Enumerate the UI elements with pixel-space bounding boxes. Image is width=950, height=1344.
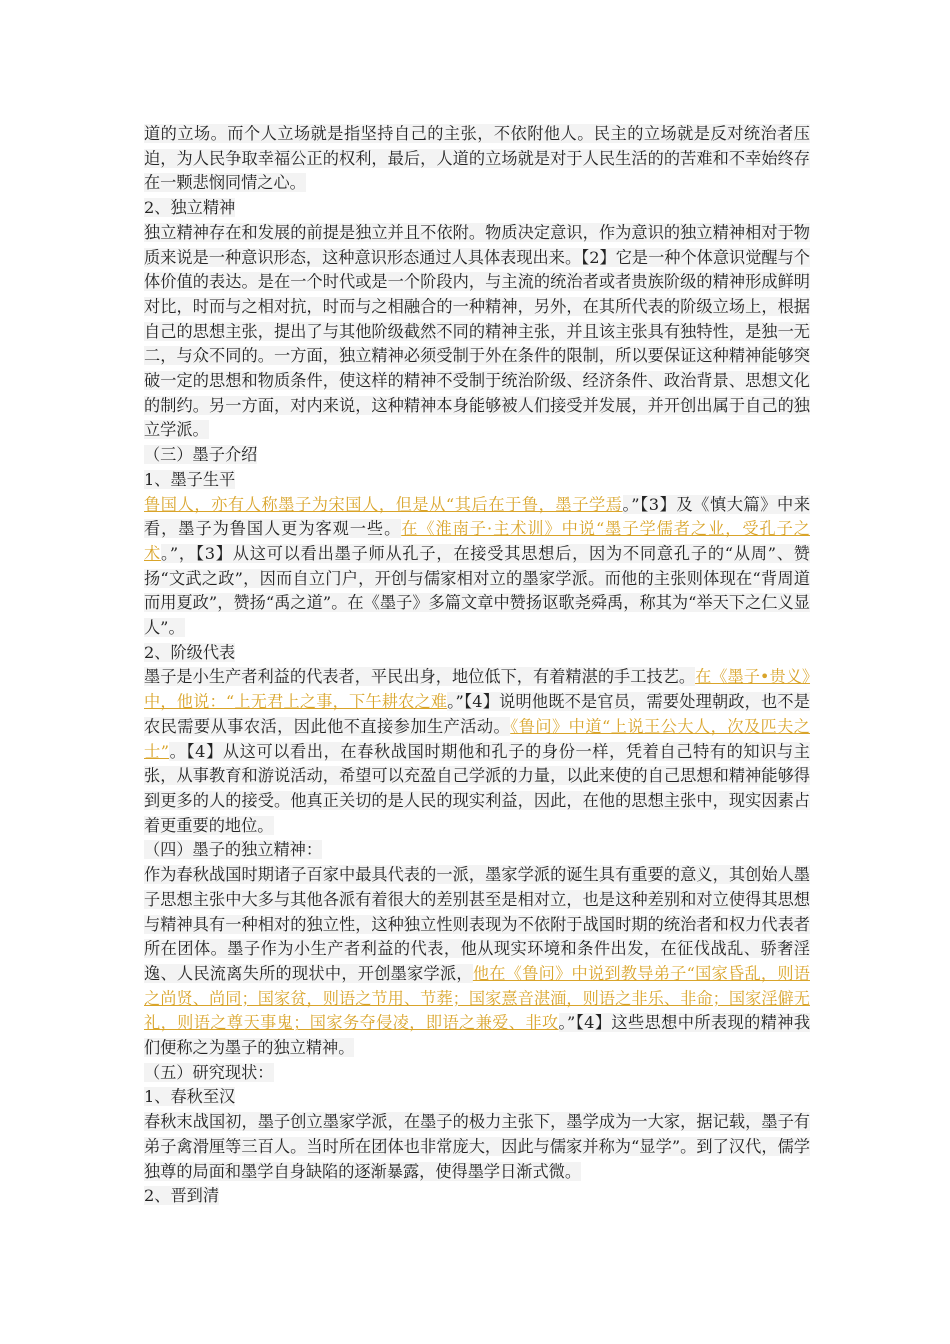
citation-link[interactable]: 他在《鲁问》中说到教导弟子“国家昏乱，则语之尚贤、尚同；国家贫，则语之节用、节葬；国家憙音湛湎，则语之非乐、非命；国家淫僻无礼，则语之尊天事鬼；国家务夺侵凌，即语之兼爱、非攻 [144,963,810,1033]
section-heading-mozi-intro: （三）墨子介绍 [144,445,258,465]
paragraph-spring-autumn-to-han: 春秋末战国初，墨子创立墨家学派，在墨子的极力主张下，墨学成为一大家，据记载，墨子有弟子禽滑厘等三百人。当时所在团体也非常庞大，因此与儒家并称为“显学”。到了汉代，儒学独尊的局面和墨学自身缺陷的逐渐暴露，使得墨学日渐式微。 [144,1112,810,1181]
section-heading-mozi-spirit: （四）墨子的独立精神： [144,840,323,860]
heading-spring-autumn-to-han: 1、春秋至汉 [144,1087,236,1107]
citation-link[interactable]: 在《淮南子·主术训》中说“墨子学儒者之业，受孔子之术 [144,519,810,563]
document-body [144,122,810,1209]
citation-link[interactable]: 在《墨子•贵义》中，他说：“上无君上之事，下午耕农之难 [144,667,811,712]
heading-independent-spirit: 2、独立精神 [144,198,236,218]
paragraph-mozi-life: 鲁国人，亦有人称墨子为宋国人，但是从“其后在于鲁，墨子学焉。”【3】及《慎大篇》中来看，墨子为鲁国人更为客观一些。在《淮南子·主术训》中说“墨子学儒者之业，受孔子之术。”，【3】从这可以看出墨子师从孔子，在接受其思想后，因为不同意孔子的“从周”、赞扬“文武之政”，因而自立门户，开创与儒家相对立的墨家学派。而他的主张则体现在“背周道而用夏政”，赞扬“禹之道”。在《墨子》多篇文章中赞扬讴歌尧舜禹，称其为“举天下之仁义显人”。 [144,494,811,638]
heading-class-representative: 2、阶级代表 [144,642,236,662]
citation-link[interactable]: 鲁国人，亦有人称墨子为宋国人，但是从“其后在于鲁，墨子学焉 [144,494,623,514]
paragraph-independent-spirit: 独立精神存在和发展的前提是独立并且不依附。物质决定意识，作为意识的独立精神相对于物质来说是一种意识形态，这种意识形态通过人具体表现出来。【2】它是一种个体意识觉醒与个体价值的表达。是在一个时代或是一个阶段内，与主流的统治者或者贵族阶级的精神形成鲜明对比，时而与之相对抗，时而与之相融合的一种精神，另外，在其所代表的阶级立场上，根据自己的思想主张，提出了与其他阶级截然不同的精神主张，并且该主张具有独特性，是独一无二，与众不同的。一方面，独立精神必须受制于外在条件的限制，所以要保证这种精神能够突破一定的思想和物质条件，使这样的精神不受制于统治阶级、经济条件、政治背景、思想文化的制约。另一方面，对内来说，这种精神本身能够被人们接受并发展，并开创出属于自己的独立学派。 [144,222,810,440]
section-heading-research-status: （五）研究现状： [144,1062,274,1082]
paragraph-mozi-spirit: 作为春秋战国时期诸子百家中最具代表的一派，墨家学派的诞生具有重要的意义，其创始人墨子思想主张中大多与其他各派有着很大的差别甚至是相对立，也是这种差别和对立使得其思想与精神具有一种相对的独立性，这种独立性则表现为不依附于战国时期的统治者和权力代表者所在团体。墨子作为小生产者利益的代表，他从现实环境和条件出发，在征伐战乱、骄奢淫逸、人民流离失所的现状中，开创墨家学派，他在《鲁问》中说到教导弟子“国家昏乱，则语之尚贤、尚同；国家贫，则语之节用、节葬；国家憙音湛湎，则语之非乐、非命；国家淫僻无礼，则语之尊天事鬼；国家务夺侵凌，即语之兼爱、非攻。”【4】这些思想中所表现的精神我们便称之为墨子的独立精神。 [144,865,811,1058]
heading-mozi-life: 1、墨子生平 [144,469,236,489]
citation-link[interactable]: 《鲁问》中道“上说王公大人，次及匹夫之士” [144,716,810,761]
paragraph-standpoint [144,122,810,196]
heading-jin-to-qing: 2、晋到清 [144,1186,220,1206]
paragraph-text: 道的立场。而个人立场就是指坚持自己的主张，不依附他人。民主的立场就是反对统治者压迫，为人民争取幸福公正的权利，最后，人道的立场就是对于人民生活的的苦难和不幸始终存在一颗悲悯同情之心。 [144,124,810,193]
paragraph-class-representative: 墨子是小生产者利益的代表者，平民出身，地位低下，有着精湛的手工技艺。在《墨子•贵义》中，他说：“上无君上之事，下午耕农之难。”【4】说明他既不是官员，需要处理朝政，也不是农民需要从事农活，因此他不直接参加生产活动。《鲁问》中道“上说王公大人，次及匹夫之士”。【4】从这可以看出，在春秋战国时期他和孔子的身份一样，凭着自己特有的知识与主张，从事教育和游说活动，希望可以充盈自己学派的力量，以此来使的自己思想和精神能够得到更多的人的接受。他真正关切的是人民的现实利益，因此，在他的思想主张中，现实因素占着更重要的地位。 [144,667,811,835]
